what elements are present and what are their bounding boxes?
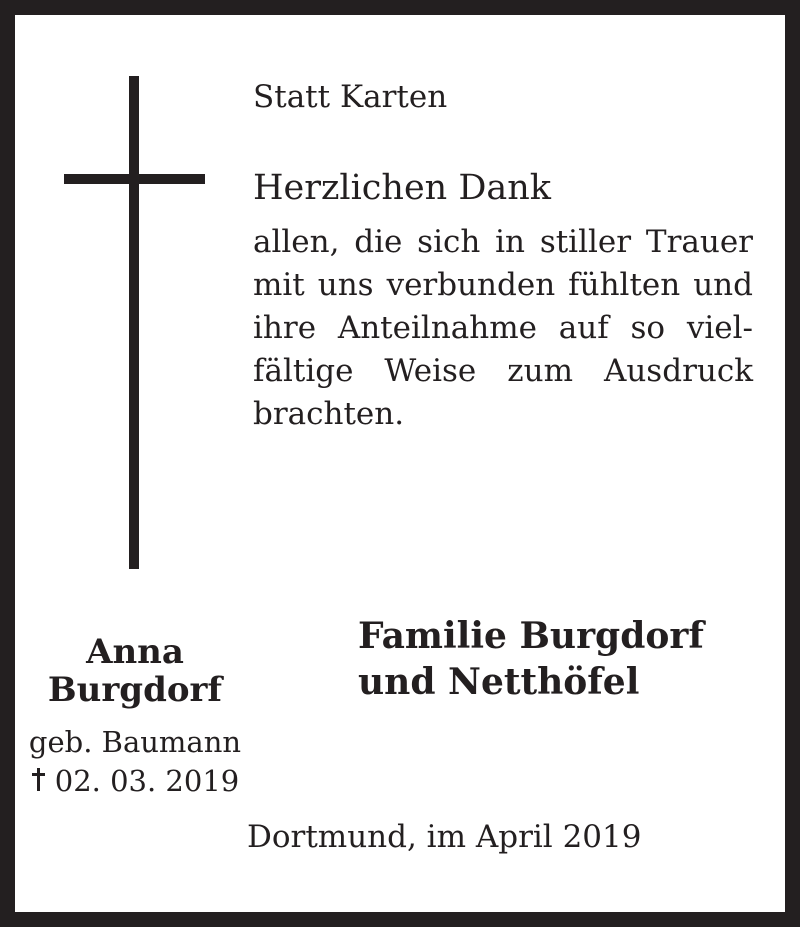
thanks-body <box>253 221 753 436</box>
deceased-name <box>15 633 255 709</box>
death-date-line <box>15 764 255 798</box>
body-line: fältige Weise zum Ausdruck <box>253 353 753 389</box>
signature-block <box>358 613 704 705</box>
signature-line: Familie Burgdorf <box>358 615 704 657</box>
deceased-last-name: Burgdorf <box>47 670 223 710</box>
dagger-cross-icon <box>31 768 46 791</box>
memorial-cross-horizontal-bar <box>64 174 205 184</box>
memorial-cross-icon <box>15 15 255 615</box>
place-and-date: Dortmund, im April 2019 <box>247 819 642 855</box>
deceased-first-name: Anna <box>86 632 184 672</box>
pre-heading: Statt Karten <box>253 79 448 115</box>
body-line: mit uns verbunden fühlten und <box>253 267 753 303</box>
memorial-cross-vertical-bar <box>129 76 139 569</box>
death-date: 02. 03. 2019 <box>54 764 240 798</box>
thanks-heading: Herzlichen Dank <box>253 168 551 208</box>
body-line: ihre Anteilnahme auf so viel- <box>253 310 753 346</box>
deceased-birth-name: geb. Baumann <box>28 725 242 759</box>
body-line: allen, die sich in stiller Trauer <box>253 224 753 260</box>
body-line: brachten. <box>253 396 405 432</box>
signature-line: und Netthöfel <box>358 661 640 703</box>
